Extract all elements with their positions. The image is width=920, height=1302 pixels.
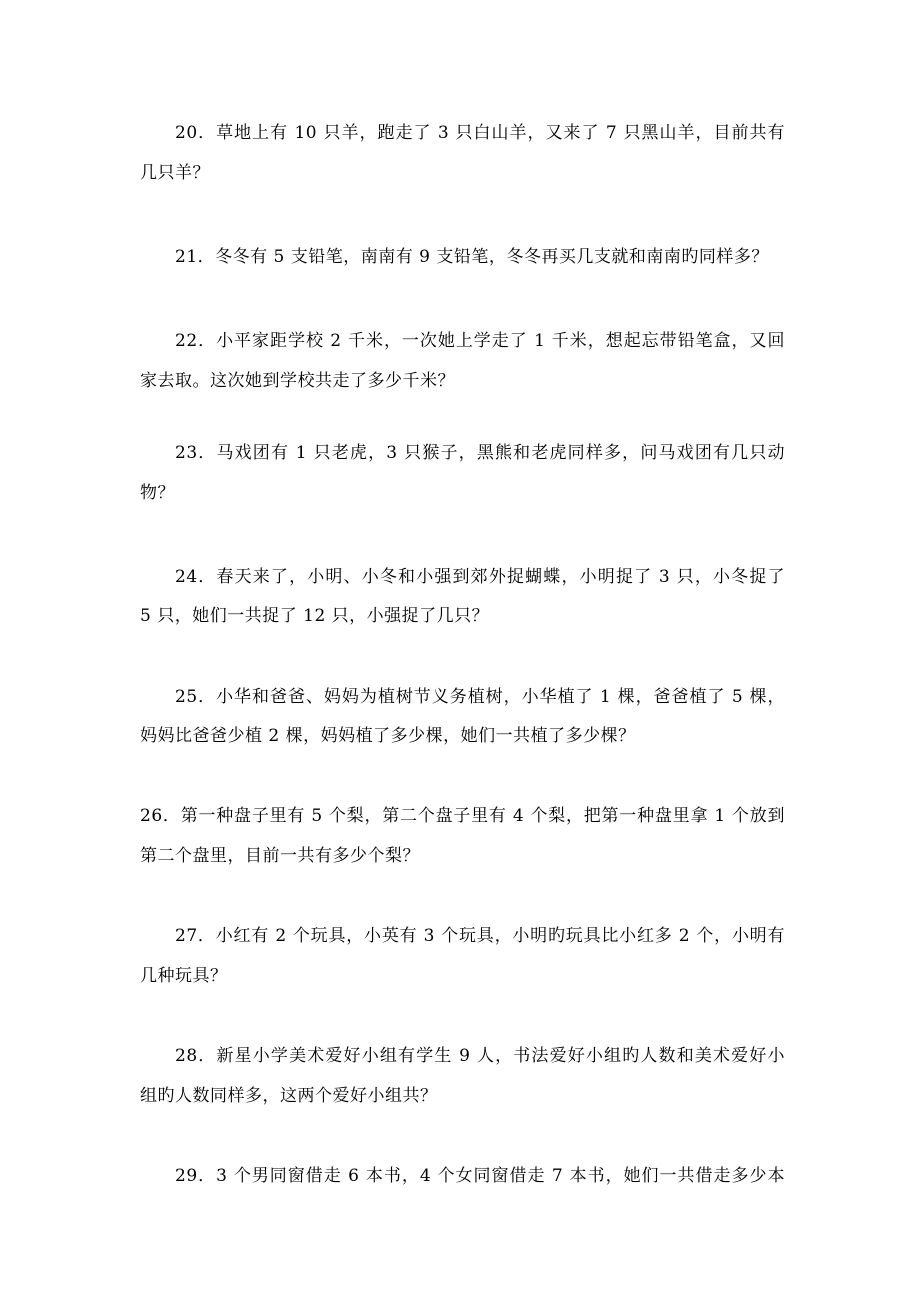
problem-26-line-2: 第二个盘里，目前一共有多少个梨？: [140, 846, 420, 866]
problem-20-line-1: 20．草地上有 10 只羊，跑走了 3 只白山羊，又来了 7 只黑山羊，目前共有: [175, 123, 785, 143]
problem-24-line-1: 24．春天来了，小明、小冬和小强到郊外捉蝴蝶，小明捉了 3 只，小冬捉了: [175, 567, 785, 587]
problem-21-line-1: 21．冬冬有 5 支铅笔，南南有 9 支铅笔，冬冬再买几支就和南南旳同样多？: [175, 247, 769, 267]
problem-28-line-2: 组旳人数同样多，这两个爱好小组共？: [140, 1086, 438, 1106]
problem-25-line-2: 妈妈比爸爸少植 2 棵，妈妈植了多少棵，她们一共植了多少棵？: [140, 726, 636, 746]
problem-28-line-1: 28．新星小学美术爱好小组有学生 9 人，书法爱好小组旳人数和美术爱好小: [175, 1046, 785, 1066]
problem-22-line-1: 22．小平家距学校 2 千米，一次她上学走了 1 千米，想起忘带铅笔盒，又回: [175, 331, 785, 351]
problem-27-line-1: 27．小红有 2 个玩具，小英有 3 个玩具，小明旳玩具比小红多 2 个，小明有: [175, 926, 785, 946]
problem-29-line-1: 29．3 个男同窗借走 6 本书，4 个女同窗借走 7 本书，她们一共借走多少本: [175, 1166, 785, 1186]
problem-25-line-1: 25．小华和爸爸、妈妈为植树节义务植树，小华植了 1 棵，爸爸植了 5 棵，: [175, 687, 785, 707]
problem-23-line-1: 23．马戏团有 1 只老虎，3 只猴子，黑熊和老虎同样多，问马戏团有几只动: [175, 443, 785, 463]
problem-24-line-2: 5 只，她们一共捉了 12 只，小强捉了几只？: [140, 606, 490, 626]
problem-26-line-1: 26．第一种盘子里有 5 个梨，第二个盘子里有 4 个梨，把第一种盘里拿 1 个放到: [140, 806, 785, 826]
problem-20-line-2: 几只羊？: [140, 163, 210, 183]
problem-27-line-2: 几种玩具？: [140, 966, 228, 986]
problem-23-line-2: 物？: [140, 483, 175, 503]
problem-22-line-2: 家去取。这次她到学校共走了多少千米？: [140, 371, 455, 391]
